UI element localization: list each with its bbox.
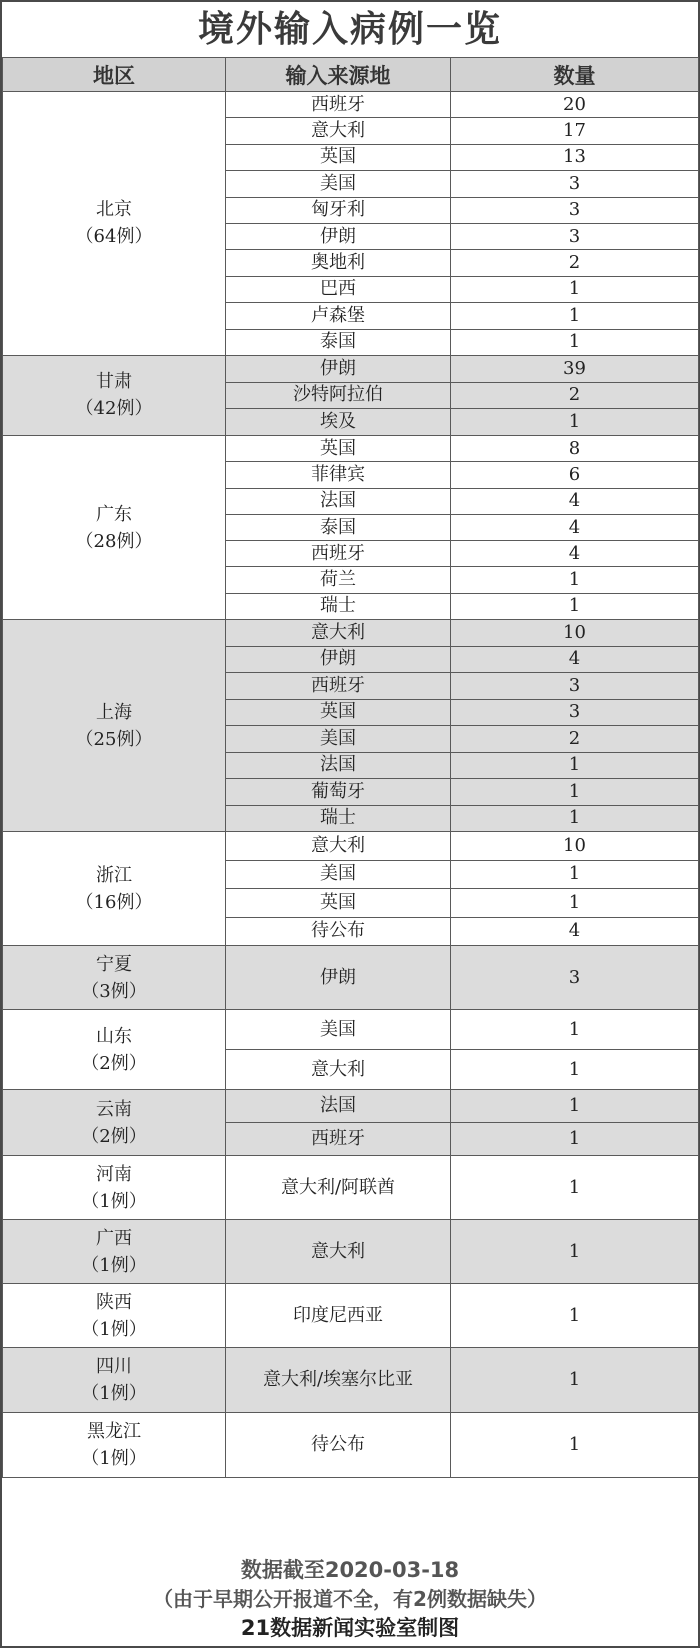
region-name: 四川: [96, 1356, 132, 1378]
source-country: 西班牙: [226, 92, 451, 118]
case-count: 1: [451, 567, 699, 593]
region-total: （2例）: [81, 1052, 147, 1074]
region-cell: [3, 1156, 226, 1220]
source-country: 英国: [226, 699, 451, 726]
case-count: 1: [451, 752, 699, 779]
source-country: 待公布: [226, 1413, 451, 1478]
case-count: 1: [451, 889, 699, 918]
table-row: [3, 1284, 699, 1348]
region-total: （42例）: [75, 398, 153, 420]
page-title: 境外输入病例一览: [197, 9, 502, 50]
source-country: 意大利: [226, 1220, 451, 1284]
imported-cases-table: [2, 57, 699, 1478]
region-cell: [3, 620, 226, 832]
source-country: 意大利: [226, 620, 451, 647]
case-count: 1: [451, 409, 699, 436]
region-name: 宁夏: [96, 953, 132, 975]
case-count: 1: [451, 779, 699, 806]
source-country: 奥地利: [226, 250, 451, 276]
table-row: [3, 1413, 699, 1478]
region-cell: [3, 1413, 226, 1478]
region-total: （1例）: [81, 1383, 147, 1405]
table-row: [3, 435, 699, 461]
source-country: 待公布: [226, 917, 451, 946]
source-country: 泰国: [226, 514, 451, 540]
data-cutoff-note: 数据截至2020-03-18: [240, 1558, 460, 1582]
source-country: 法国: [226, 752, 451, 779]
region-name: 陕西: [96, 1291, 132, 1313]
table-row: [3, 1220, 699, 1284]
region-name: 北京: [96, 199, 132, 221]
table-row: [3, 1348, 699, 1413]
region-total: （1例）: [81, 1190, 147, 1212]
case-count: 1: [451, 593, 699, 619]
source-country: 沙特阿拉伯: [226, 382, 451, 409]
source-country: 意大利: [226, 1050, 451, 1090]
source-country: 西班牙: [226, 1123, 451, 1156]
region-total: （64例）: [75, 226, 153, 248]
case-count: 1: [451, 303, 699, 329]
footer: [2, 1546, 698, 1646]
case-count: 1: [451, 1050, 699, 1090]
case-count: 2: [451, 382, 699, 409]
case-count: 10: [451, 832, 699, 861]
table-header-row: [3, 58, 699, 92]
region-total: （25例）: [75, 728, 153, 750]
source-country: 意大利: [226, 832, 451, 861]
source-country: 伊朗: [226, 946, 451, 1010]
source-country: 葡萄牙: [226, 779, 451, 806]
case-count: 1: [451, 1220, 699, 1284]
source-country: 瑞士: [226, 805, 451, 832]
credit-line: 21数据新闻实验室制图: [240, 1616, 460, 1640]
region-name: 广东: [96, 503, 132, 525]
source-country: 英国: [226, 144, 451, 170]
table-body: [3, 92, 699, 1478]
header-count: 数量: [451, 58, 699, 92]
source-country: 意大利/阿联酋: [226, 1156, 451, 1220]
case-count: 4: [451, 646, 699, 673]
table-row: [3, 355, 699, 382]
region-name: 甘肃: [96, 371, 132, 393]
region-cell: [3, 435, 226, 619]
source-country: 泰国: [226, 329, 451, 355]
case-count: 3: [451, 171, 699, 197]
source-country: 印度尼西亚: [226, 1284, 451, 1348]
table-row: [3, 1010, 699, 1050]
region-name: 山东: [96, 1025, 132, 1047]
region-name: 上海: [96, 701, 132, 723]
case-count: 2: [451, 250, 699, 276]
region-cell: [3, 1284, 226, 1348]
case-count: 39: [451, 355, 699, 382]
case-count: 1: [451, 1348, 699, 1413]
case-count: 4: [451, 917, 699, 946]
region-name: 黑龙江: [87, 1421, 141, 1443]
source-country: 英国: [226, 435, 451, 461]
source-country: 匈牙利: [226, 197, 451, 223]
region-total: （3例）: [81, 980, 147, 1002]
case-count: 1: [451, 1413, 699, 1478]
region-total: （1例）: [81, 1448, 147, 1470]
region-cell: [3, 1010, 226, 1090]
source-country: 美国: [226, 1010, 451, 1050]
table-row: [3, 620, 699, 647]
region-cell: [3, 1220, 226, 1284]
case-count: 3: [451, 946, 699, 1010]
table-row: [3, 92, 699, 118]
region-cell: [3, 946, 226, 1010]
case-count: 4: [451, 514, 699, 540]
region-cell: [3, 355, 226, 435]
case-count: 3: [451, 197, 699, 223]
table-row: [3, 1090, 699, 1123]
source-country: 卢森堡: [226, 303, 451, 329]
region-total: （2例）: [81, 1125, 147, 1147]
case-count: 3: [451, 699, 699, 726]
case-count: 1: [451, 1284, 699, 1348]
source-country: 菲律宾: [226, 462, 451, 488]
source-country: 西班牙: [226, 673, 451, 700]
source-country: 伊朗: [226, 355, 451, 382]
source-country: 荷兰: [226, 567, 451, 593]
case-count: 4: [451, 541, 699, 567]
case-count: 3: [451, 223, 699, 249]
case-count: 1: [451, 1156, 699, 1220]
region-total: （1例）: [81, 1254, 147, 1276]
table-row: [3, 1156, 699, 1220]
source-country: 美国: [226, 860, 451, 889]
region-name: 广西: [96, 1227, 132, 1249]
case-count: 1: [451, 1123, 699, 1156]
case-count: 17: [451, 118, 699, 144]
case-count: 6: [451, 462, 699, 488]
region-total: （16例）: [75, 891, 153, 913]
table-row: [3, 946, 699, 1010]
case-count: 3: [451, 673, 699, 700]
source-country: 瑞士: [226, 593, 451, 619]
source-country: 美国: [226, 726, 451, 753]
source-country: 意大利: [226, 118, 451, 144]
table-row: [3, 832, 699, 861]
case-count: 13: [451, 144, 699, 170]
case-count: 8: [451, 435, 699, 461]
region-name: 云南: [96, 1098, 132, 1120]
source-country: 伊朗: [226, 646, 451, 673]
region-name: 浙江: [96, 864, 132, 886]
case-count: 20: [451, 92, 699, 118]
source-country: 巴西: [226, 276, 451, 302]
case-count: 1: [451, 1010, 699, 1050]
region-cell: [3, 1090, 226, 1156]
case-count: 1: [451, 1090, 699, 1123]
source-country: 法国: [226, 488, 451, 514]
header-source: 输入来源地: [226, 58, 451, 92]
source-country: 伊朗: [226, 223, 451, 249]
source-country: 西班牙: [226, 541, 451, 567]
region-cell: [3, 92, 226, 356]
source-country: 英国: [226, 889, 451, 918]
region-name: 河南: [96, 1163, 132, 1185]
header-region: 地区: [3, 58, 226, 92]
case-count: 1: [451, 276, 699, 302]
case-count: 1: [451, 805, 699, 832]
case-count: 1: [451, 860, 699, 889]
region-total: （1例）: [81, 1318, 147, 1340]
source-country: 埃及: [226, 409, 451, 436]
source-country: 意大利/埃塞尔比亚: [226, 1348, 451, 1413]
region-total: （28例）: [75, 530, 153, 552]
case-count: 4: [451, 488, 699, 514]
region-cell: [3, 832, 226, 946]
source-country: 法国: [226, 1090, 451, 1123]
case-count: 1: [451, 329, 699, 355]
source-country: 美国: [226, 171, 451, 197]
case-count: 2: [451, 726, 699, 753]
region-cell: [3, 1348, 226, 1413]
case-count: 10: [451, 620, 699, 647]
missing-data-note: （由于早期公开报道不全，有2例数据缺失）: [153, 1587, 547, 1611]
